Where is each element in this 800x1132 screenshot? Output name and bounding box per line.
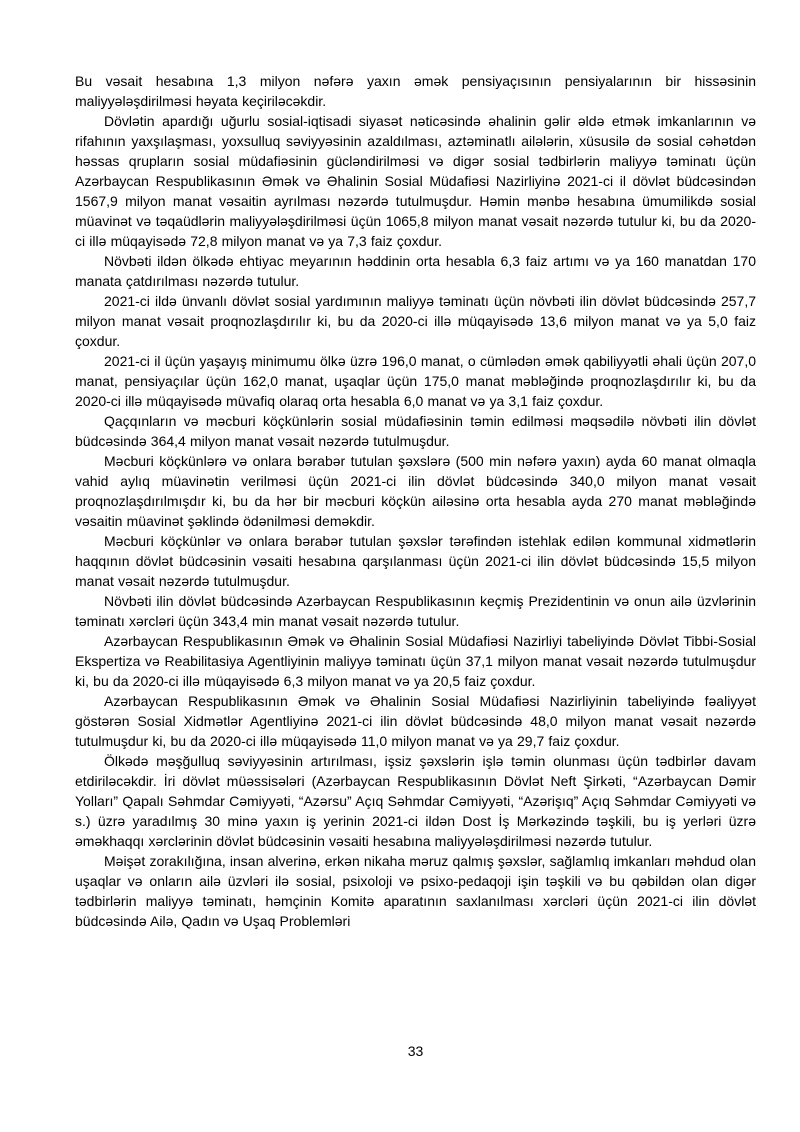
paragraph: Növbəti ildən ölkədə ehtiyac meyarının həddinin orta hesabla 6,3 faiz artımı və ya 160 manatdan 170 manata çatdırılması nəzərdə tutulur. bbox=[75, 253, 756, 289]
paragraph: Növbəti ilin dövlət büdcəsində Azərbaycan Respublikasının keçmiş Prezidentinin və onun ailə üzvlərinin təminatı xərcləri üçün 343,4 min manat vəsait nəzərdə tutulur. bbox=[75, 593, 756, 629]
paragraph: Azərbaycan Respublikasının Əmək və Əhalinin Sosial Müdafiəsi Nazirliyi tabeliyində Dövlət Tibbi-Sosial Ekspertiza və Reabilitasiya Agentliyinin maliyyə təminatı üçün 37,1 milyon manat vəsait nəzərdə tutulmuşdur ki, bu da 2020-ci illə müqayisədə 6,3 milyon manat və ya 20,5 faiz çoxdur. bbox=[75, 633, 756, 689]
text-block bbox=[75, 71, 756, 931]
paragraph: Məcburi köçkünlərə və onlara bərabər tutulan şəxslərə (500 min nəfərə yaxın) ayda 60 manat olmaqla vahid aylıq müavinətin verilməsi üçün 2021-ci ilin dövlət büdcəsində 340,0 milyon manat vəsait proqnozlaşdırılmışdır ki, bu da hər bir məcburi köçkün ailəsinə orta hesabla ayda 270 manat məbləğində vəsaitin müavinət şəklində ödənilməsi deməkdir. bbox=[75, 453, 756, 529]
page-number: 33 bbox=[407, 1043, 424, 1059]
paragraph: Məcburi köçkünlər və onlara bərabər tutulan şəxslər tərəfindən istehlak edilən kommunal xidmətlərin haqqının dövlət büdcəsinin vəsaiti hesabına qarşılanması üçün 2021-ci ilin dövlət büdcəsində 15,5 milyon manat vəsait nəzərdə tutulmuşdur. bbox=[75, 533, 756, 589]
paragraph: Qaçqınların və məcburi köçkünlərin sosial müdafiəsinin təmin edilməsi məqsədilə növbəti ilin dövlət büdcəsində 364,4 milyon manat vəsait nəzərdə tutulmuşdur. bbox=[75, 413, 756, 449]
paragraph: Ölkədə məşğulluq səviyyəsinin artırılması, işsiz şəxslərin işlə təmin olunması üçün tədbirlər davam etdiriləcəkdir. İri dövlət müəssisələri (Azərbaycan Respublikasının Dövlət Neft Şirkəti, “Azərbaycan Dəmir Yolları” Qapalı Səhmdar Cəmiyyəti, “Azərsu” Açıq Səhmdar Cəmiyyəti, “Azərişıq” Açıq Səhmdar Cəmiyyəti və s.) üzrə yaradılmış 30 minə yaxın iş yerinin 2021-ci ildən Dost İş Mərkəzində təşkili, bu iş yerləri üzrə əməkhaqqı xərclərinin dövlət büdcəsinin vəsaiti hesabına maliyyələşdirilməsi nəzərdə tutulur. bbox=[75, 753, 756, 849]
paragraph: 2021-ci il üçün yaşayış minimumu ölkə üzrə 196,0 manat, o cümlədən əmək qabiliyyətli əhali üçün 207,0 manat, pensiyaçılar üçün 162,0 manat, uşaqlar üçün 175,0 manat məbləğində proqnozlaşdırılır ki, bu da 2020-ci illə müqayisədə müvafiq olaraq orta hesabla 6,0 manat və ya 3,1 faiz çoxdur. bbox=[75, 353, 756, 409]
paragraph: Azərbaycan Respublikasının Əmək və Əhalinin Sosial Müdafiəsi Nazirliyinin tabeliyində fəaliyyət göstərən Sosial Xidmətlər Agentliyinə 2021-ci ilin dövlət büdcəsində 48,0 milyon manat vəsait nəzərdə tutulmuşdur ki, bu da 2020-ci illə müqayisədə 11,0 milyon manat və ya 29,7 faiz çoxdur. bbox=[75, 693, 756, 749]
paragraph: Bu vəsait hesabına 1,3 milyon nəfərə yaxın əmək pensiyaçısının pensiyalarının bir hissəsinin maliyyələşdirilməsi həyata keçiriləcəkdir. bbox=[75, 73, 756, 109]
paragraph: Məişət zorakılığına, insan alverinə, erkən nikaha məruz qalmış şəxslər, sağlamlıq imkanları məhdud olan uşaqlar və onların ailə üzvləri ilə sosial, psixoloji və psixo-pedaqoji işin təşkili və bu qəbildən olan digər tədbirlərin maliyyə təminatı, həmçinin Komitə aparatının saxlanılması xərcləri üçün 2021-ci ilin dövlət büdcəsində Ailə, Qadın və Uşaq Problemləri bbox=[75, 853, 756, 929]
paragraph: Dövlətin apardığı uğurlu sosial-iqtisadi siyasət nəticəsində əhalinin gəlir əldə etmək imkanlarının və rifahının yaxşılaşması, yoxsulluq səviyyəsinin azaldılması, aztəminatlı ailələrin, xüsusilə də sosial cəhətdən həssas qrupların sosial müdafiəsinin gücləndirilməsi və digər sosial tədbirlərin maliyyə təminatı üçün Azərbaycan Respublikasının Əmək və Əhalinin Sosial Müdafiəsi Nazirliyinə 2021-ci il dövlət büdcəsindən 1567,9 milyon manat vəsaitin ayrılması nəzərdə tutulmuşdur. Həmin mənbə hesabına ümumilikdə sosial müavinət və təqaüdlərin maliyyələşdirilməsi üçün 1065,8 milyon manat vəsait nəzərdə tutulur ki, bu da 2020-ci illə müqayisədə 72,8 milyon manat və ya 7,3 faiz çoxdur. bbox=[75, 113, 756, 249]
paragraph: 2021-ci ildə ünvanlı dövlət sosial yardımının maliyyə təminatı üçün növbəti ilin dövlət büdcəsində 257,7 milyon manat vəsait proqnozlaşdırılır ki, bu da 2020-ci illə müqayisədə 13,6 milyon manat və ya 5,0 faiz çoxdur. bbox=[75, 293, 756, 349]
